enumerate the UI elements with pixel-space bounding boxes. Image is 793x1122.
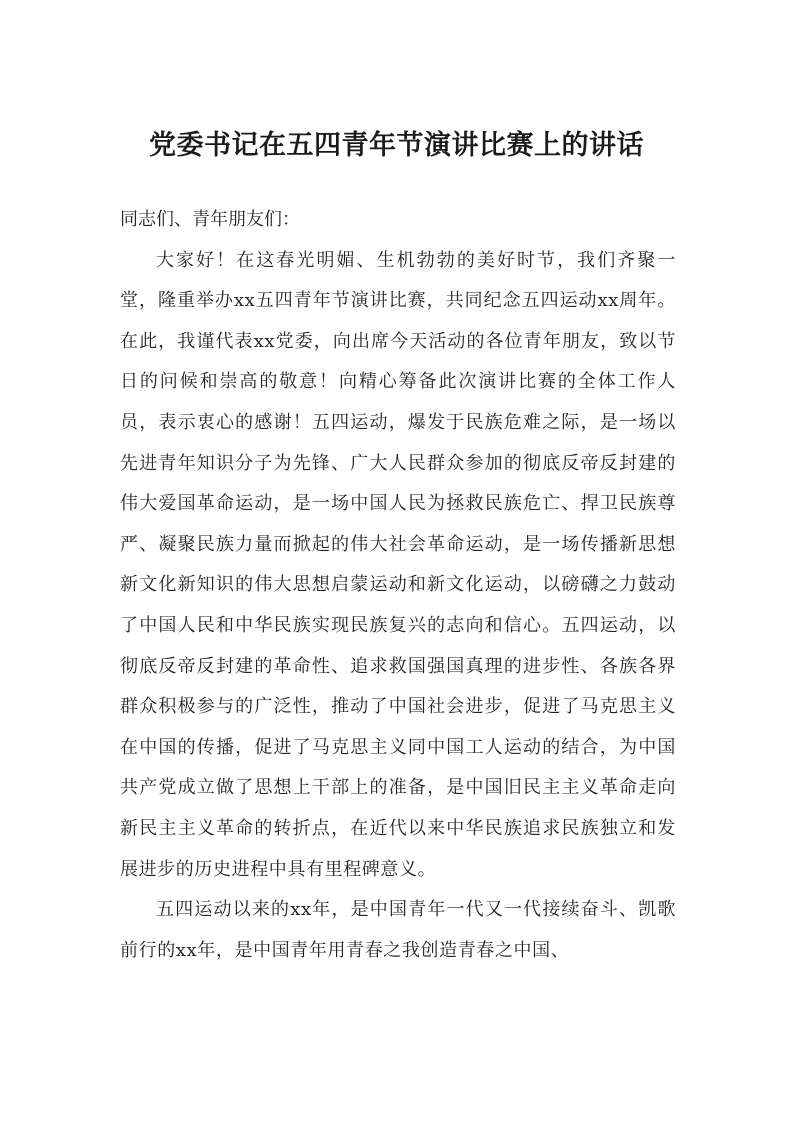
paragraph-2: 五四运动以来的xx年，是中国青年一代又一代接续奋斗、凯歌前行的xx年，是中国青年用青春之我创造青春之中国、 <box>120 899 676 961</box>
paragraph-1: 大家好！在这春光明媚、生机勃勃的美好时节，我们齐聚一堂，隆重举办xx五四青年节演讲比赛，共同纪念五四运动xx周年。在此，我谨代表xx党委，向出席今天活动的各位青年朋友，致以节日的问候和崇高的敬意！向精心筹备此次演讲比赛的全体工作人员，表示衷心的感谢！五四运动，爆发于民族危难之际，是一场以先进青年知识分子为先锋、广大人民群众参加的彻底反帝反封建的伟大爱国革命运动，是一场中国人民为拯救民族危亡、捍卫民族尊严、凝聚民族力量而掀起的伟大社会革命运动，是一场传播新思想新文化新知识的伟大思想启蒙运动和新文化运动，以磅礴之力鼓动了中国人民和中华民族实现民族复兴的志向和信心。五四运动，以彻底反帝反封建的革命性、追求救国强国真理的进步性、各族各界群众积极参与的广泛性，推动了中国社会进步，促进了马克思主义在中国的传播，促进了马克思主义同中国工人运动的结合，为中国共产党成立做了思想上干部上的准备，是中国旧民主主义革命走向新民主主义革命的转折点，在近代以来中华民族追求民族独立和发展进步的历史进程中具有里程碑意义。 <box>120 249 676 880</box>
document-title: 党委书记在五四青年节演讲比赛上的讲话 <box>149 130 644 161</box>
salutation: 同志们、青年朋友们： <box>120 209 300 230</box>
document-body <box>120 200 676 971</box>
